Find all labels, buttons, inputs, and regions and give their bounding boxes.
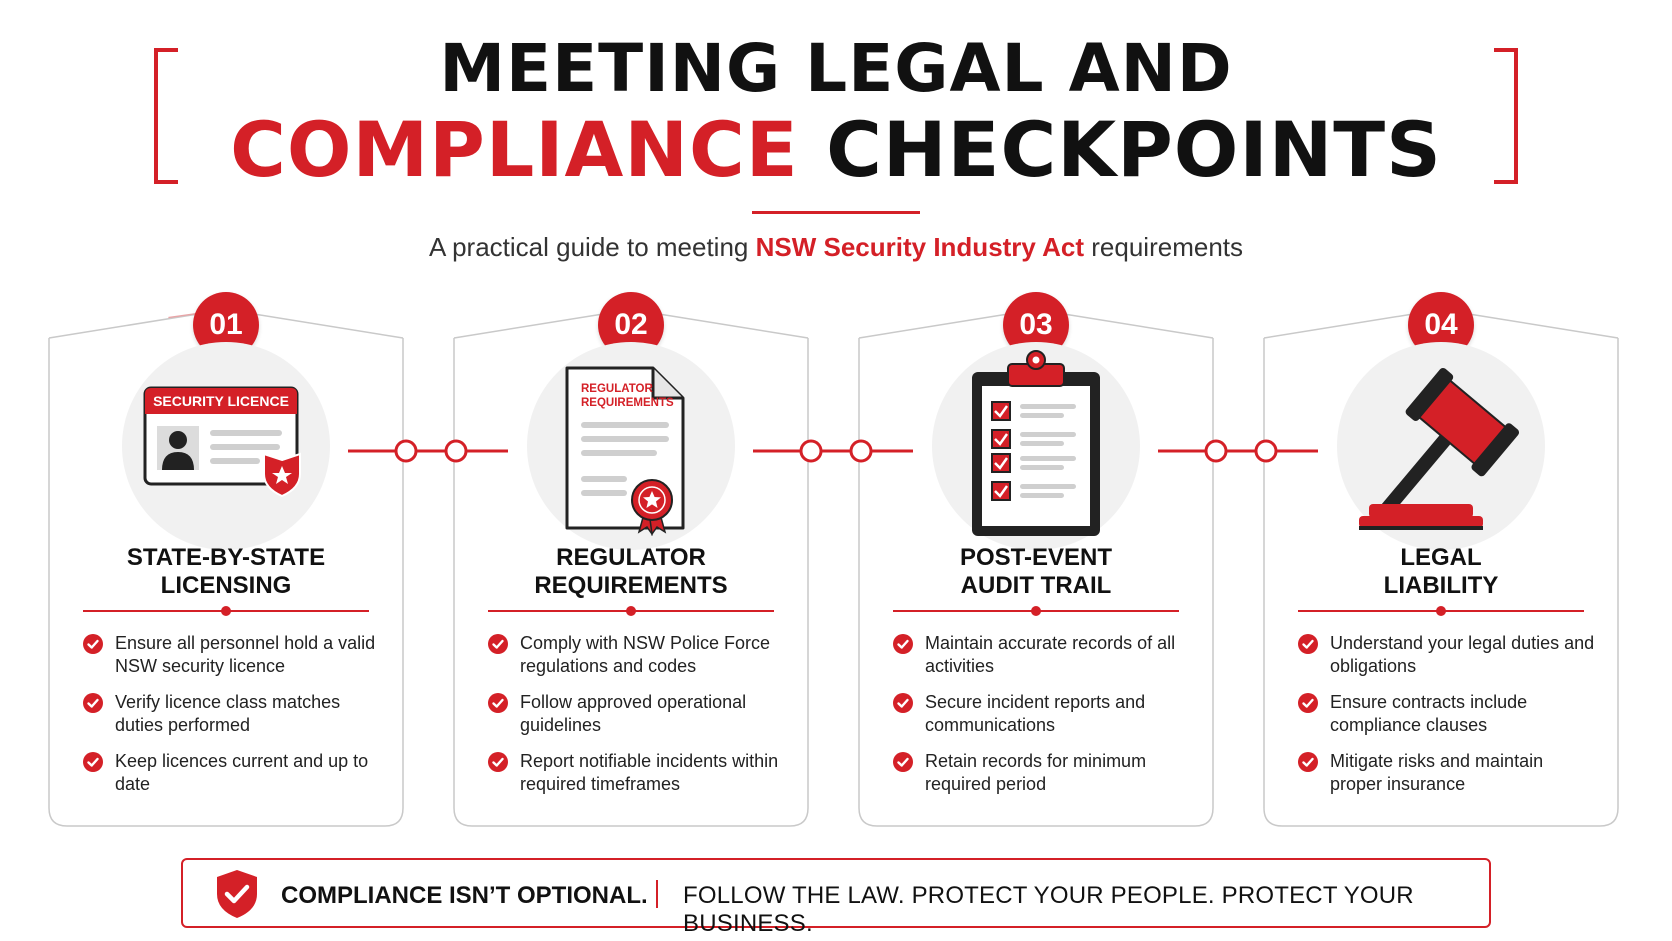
checklist	[488, 632, 788, 809]
list-item: Maintain accurate records of all activities	[893, 632, 1193, 678]
check-circle-icon	[1298, 693, 1318, 713]
divider-dot	[221, 606, 231, 616]
list-item: Keep licences current and up to date	[83, 750, 383, 796]
card-connector	[348, 436, 508, 466]
divider-dot	[626, 606, 636, 616]
list-item: Mitigate risks and maintain proper insurance	[1298, 750, 1598, 796]
check-circle-icon	[488, 634, 508, 654]
checklist	[1298, 632, 1598, 809]
list-item: Retain records for minimum required period	[893, 750, 1193, 796]
shield-check-icon	[215, 868, 259, 920]
gavel-icon	[1337, 342, 1545, 550]
card-connector	[1158, 436, 1318, 466]
card-regulator	[453, 292, 809, 828]
list-item: Ensure all personnel hold a valid NSW security licence	[83, 632, 383, 678]
svg-text:REQUIREMENTS: REQUIREMENTS	[581, 397, 674, 409]
svg-text:REGULATOR: REGULATOR	[581, 383, 653, 395]
step-number-badge: 01	[193, 292, 259, 358]
list-item: Comply with NSW Police Force regulations and codes	[488, 632, 788, 678]
card-title: REGULATOR REQUIREMENTS	[534, 544, 728, 599]
title-rest: CHECKPOINTS	[826, 105, 1442, 194]
clipboard-checklist-icon	[932, 342, 1140, 550]
check-circle-icon	[488, 752, 508, 772]
step-number-badge: 02	[598, 292, 664, 358]
footer-separator	[656, 880, 658, 908]
divider-dot	[1031, 606, 1041, 616]
check-circle-icon	[893, 752, 913, 772]
card-audit-trail	[858, 292, 1214, 828]
check-circle-icon	[83, 752, 103, 772]
list-item: Ensure contracts include compliance clauses	[1298, 691, 1598, 737]
check-circle-icon	[893, 634, 913, 654]
svg-text:SECURITY LICENCE: SECURITY LICENCE	[153, 393, 289, 409]
card-title: STATE-BY-STATE LICENSING	[126, 544, 326, 599]
subtitle-after: requirements	[1084, 232, 1244, 262]
title-highlight: COMPLIANCE	[230, 105, 799, 194]
check-circle-icon	[1298, 634, 1318, 654]
list-item: Secure incident reports and communications	[893, 691, 1193, 737]
regulator-document-icon	[527, 342, 735, 550]
check-circle-icon	[488, 693, 508, 713]
check-circle-icon	[893, 693, 913, 713]
title-line-1: MEETING LEGAL AND	[439, 30, 1233, 107]
subtitle-highlight: NSW Security Industry Act	[755, 232, 1085, 262]
card-title: POST-EVENT AUDIT TRAIL	[959, 544, 1113, 599]
list-item: Verify licence class matches duties performed	[83, 691, 383, 737]
checklist	[893, 632, 1193, 809]
list-item: Understand your legal duties and obligations	[1298, 632, 1598, 678]
check-circle-icon	[1298, 752, 1318, 772]
list-item: Report notifiable incidents within required timeframes	[488, 750, 788, 796]
list-item: Follow approved operational guidelines	[488, 691, 788, 737]
card-licensing	[48, 292, 404, 828]
card-connector	[753, 436, 913, 466]
subtitle	[0, 232, 1672, 263]
check-circle-icon	[83, 634, 103, 654]
footer-headline: COMPLIANCE ISN’T OPTIONAL.	[281, 882, 648, 909]
checklist	[83, 632, 383, 809]
subtitle-before: A practical guide to meeting	[428, 232, 756, 262]
step-number-badge: 03	[1003, 292, 1069, 358]
title-underline	[752, 211, 920, 214]
security-licence-card-icon	[122, 342, 330, 550]
title-line-2	[0, 105, 1672, 194]
footer-banner	[181, 858, 1491, 937]
card-title: LEGAL LIABILITY	[1383, 544, 1499, 599]
footer-tagline: FOLLOW THE LAW. PROTECT YOUR PEOPLE. PROTECT YOUR BUSINESS.	[683, 882, 1414, 937]
divider-dot	[1436, 606, 1446, 616]
step-number-badge: 04	[1408, 292, 1474, 358]
card-legal-liability	[1263, 292, 1619, 828]
check-circle-icon	[83, 693, 103, 713]
